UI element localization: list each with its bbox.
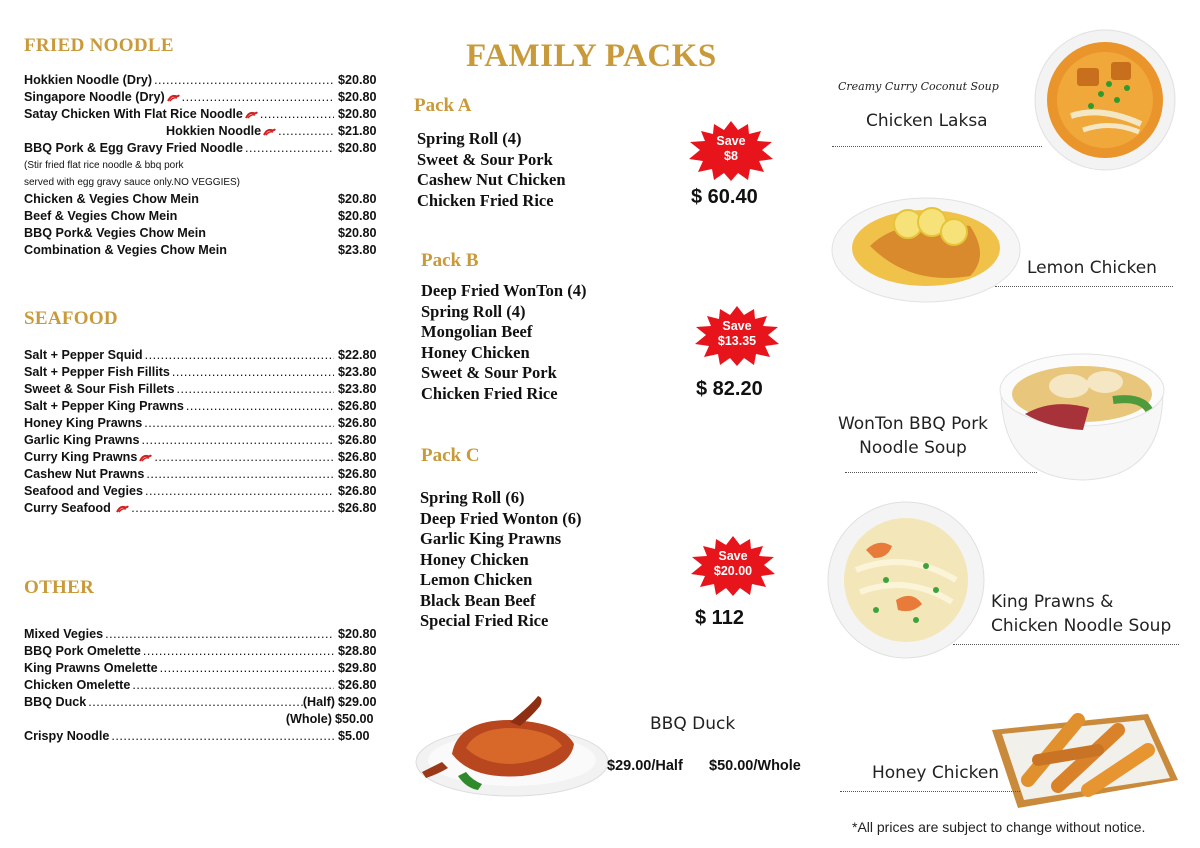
- chili-icon: [263, 128, 276, 136]
- save-badge: Save $20.00: [690, 536, 776, 596]
- list-item: Deep Fried WonTon (4): [421, 281, 587, 300]
- list-item: Chicken & Vegies Chow Mein $20.80: [24, 192, 377, 206]
- list-item: Hokkien Noodle (Dry) ..... $20.80: [24, 72, 384, 89]
- list-item: Salt + Pepper Fish Fillits ..... $23.80: [24, 364, 384, 381]
- list-item: Garlic King Prawns ..... $26.80: [24, 432, 384, 449]
- pack-b-label: Pack B: [421, 250, 479, 271]
- list-item: Spring Roll (4): [417, 129, 522, 148]
- chili-icon: [116, 505, 129, 513]
- chili-icon: [139, 454, 152, 462]
- price-disclaimer: *All prices are subject to change without notice.: [852, 819, 1146, 835]
- seafood-list: [24, 347, 384, 517]
- list-item: Sweet & Sour Pork: [421, 363, 557, 382]
- list-item: Honey Chicken: [420, 549, 529, 569]
- list-item: Chicken Omelette ..... $26.80: [24, 677, 384, 694]
- list-item: Beef & Vegies Chow Mein $20.80: [24, 209, 377, 223]
- list-item: BBQ Pork& Vegies Chow Mein $20.80: [24, 226, 377, 240]
- list-item: Curry Seafood ..... $26.80: [24, 500, 384, 517]
- list-item: Mixed Vegies ..... $20.80: [24, 626, 384, 643]
- pack-c-label: Pack C: [421, 445, 480, 466]
- pack-b-price: $ 82.20: [696, 378, 763, 400]
- item-note: (Stir fried flat rice noodle & bbq pork: [24, 160, 184, 171]
- honey-chicken-label: Honey Chicken: [872, 763, 1000, 783]
- item-note: served with egg gravy sauce only.NO VEGGIES): [24, 177, 241, 188]
- lemon-chicken-label: Lemon Chicken: [1027, 258, 1157, 278]
- save-badge: Save $13.35: [694, 306, 780, 366]
- list-item: Singapore Noodle (Dry) ..... $20.80: [24, 89, 384, 106]
- list-item: Special Fried Rice: [420, 611, 549, 630]
- list-item: BBQ Duck ..... (Half) $29.00: [24, 694, 384, 711]
- list-item: Cashew Nut Chicken: [417, 170, 566, 189]
- list-item: Garlic King Prawns: [420, 529, 562, 548]
- list-item: Lemon Chicken: [420, 570, 533, 589]
- family-packs-title: FAMILY PACKS: [466, 38, 717, 74]
- list-item: Chicken Fried Rice: [417, 190, 554, 210]
- list-item: Salt + Pepper King Prawns ..... $26.80: [24, 398, 384, 415]
- list-item: (Whole) $50.00: [285, 712, 374, 726]
- list-item: Crispy Noodle ..... $5.00: [24, 728, 384, 745]
- wonton-soup-image: [993, 350, 1171, 484]
- prawn-noodle-soup-label: King Prawns & Chicken Noodle Soup: [991, 592, 1172, 636]
- lemon-chicken-image: [830, 196, 1022, 304]
- divider: [845, 472, 1037, 473]
- divider: [840, 791, 1020, 792]
- list-item: Seafood and Vegies ..... $26.80: [24, 483, 384, 500]
- bbq-duck-title: BBQ Duck: [650, 714, 736, 734]
- list-item: Mongolian Beef: [421, 322, 533, 341]
- fried-noodle-heading: FRIED NOODLE: [24, 35, 174, 56]
- list-item: Black Bean Beef: [420, 590, 536, 610]
- pack-a-price: $ 60.40: [691, 186, 758, 208]
- laksa-image: [1031, 28, 1179, 172]
- list-item: King Prawns Omelette ..... $29.80: [24, 660, 384, 677]
- pack-b-items: [421, 281, 586, 404]
- pack-c-items: [420, 488, 581, 632]
- list-item: BBQ Pork Omelette ..... $28.80: [24, 643, 384, 660]
- wonton-soup-label: WonTon BBQ Pork Noodle Soup: [837, 414, 989, 458]
- other-heading: OTHER: [24, 577, 95, 598]
- list-item: Chicken Fried Rice: [421, 383, 558, 403]
- list-item: Deep Fried Wonton (6): [420, 508, 582, 528]
- list-item: Honey King Prawns ..... $26.80: [24, 415, 384, 432]
- list-item: Curry King Prawns ..... $26.80: [24, 449, 384, 466]
- list-item: Combination & Vegies Chow Mein $23.80: [24, 243, 377, 257]
- laksa-tagline: Creamy Curry Coconut Soup: [838, 80, 999, 93]
- list-item: Sweet & Sour Pork: [417, 149, 553, 169]
- list-item: Satay Chicken With Flat Rice Noodle ..... $20.80: [24, 106, 384, 123]
- other-list: [24, 626, 384, 745]
- honey-chicken-image: [988, 690, 1180, 812]
- chili-icon: [245, 111, 258, 119]
- pack-a-label: Pack A: [414, 95, 472, 116]
- pack-c-price: $ 112: [695, 607, 744, 629]
- chicken-laksa-label: Chicken Laksa: [866, 111, 988, 131]
- list-item: Salt + Pepper Squid ..... $22.80: [24, 347, 384, 364]
- list-item: BBQ Pork & Egg Gravy Fried Noodle ..... $20.80: [24, 140, 384, 157]
- seafood-heading: SEAFOOD: [24, 308, 118, 329]
- save-badge: Save $8: [688, 121, 774, 181]
- list-item: Honey Chicken: [421, 342, 530, 362]
- list-item: Spring Roll (6): [420, 488, 525, 507]
- prawn-noodle-soup-image: [826, 500, 986, 660]
- divider: [953, 644, 1179, 645]
- list-item: Cashew Nut Prawns ..... $26.80: [24, 466, 384, 483]
- fried-noodle-list: [24, 72, 384, 259]
- bbq-duck-image: [412, 692, 610, 802]
- list-item: Hokkien Noodle ..... $21.80: [24, 123, 384, 140]
- bbq-duck-whole-price: $50.00/Whole: [709, 758, 801, 774]
- list-item: Sweet & Sour Fish Fillets ..... $23.80: [24, 381, 384, 398]
- divider: [832, 146, 1042, 147]
- divider: [995, 286, 1173, 287]
- chili-icon: [167, 94, 180, 102]
- list-item: Spring Roll (4): [421, 301, 526, 321]
- pack-a-items: [417, 129, 566, 211]
- bbq-duck-half-price: $29.00/Half: [607, 758, 683, 774]
